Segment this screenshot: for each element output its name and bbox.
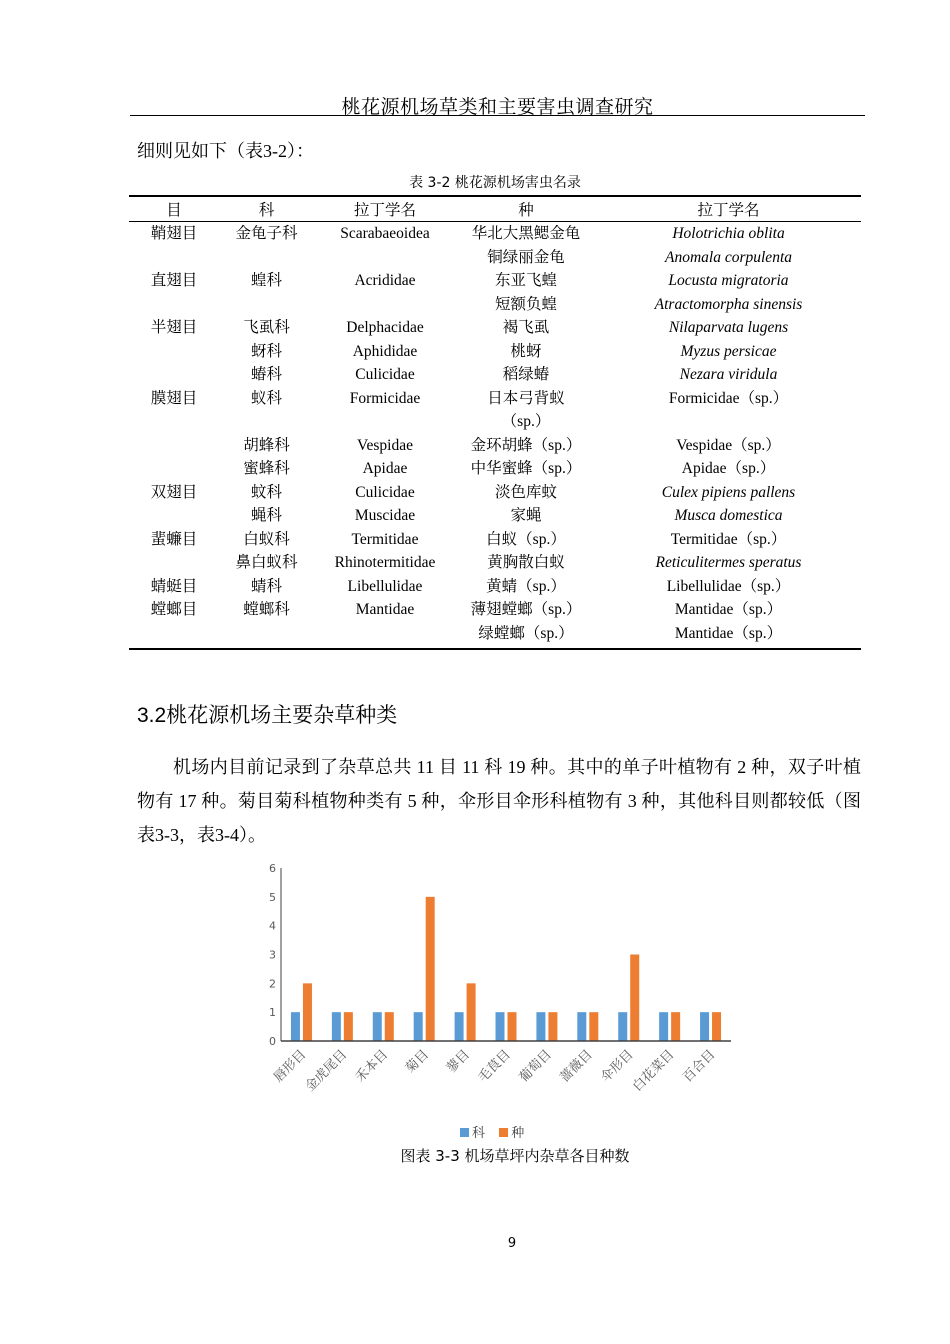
- y-tick-label: 3: [269, 948, 276, 962]
- intro-text: 细则见如下（表3-2）：: [137, 141, 314, 161]
- cell-species: 东亚飞蝗: [494, 272, 557, 289]
- table-row: [129, 364, 861, 388]
- cell-family-latin: Scarabaeoidea: [340, 225, 430, 242]
- cell-family-latin: Aphididae: [352, 342, 418, 360]
- cell-species-latin: Termitidae（sp.）: [670, 530, 787, 548]
- table-row: [129, 411, 861, 435]
- cell-family-latin: Apidae: [362, 460, 408, 477]
- cell-family-latin: [314, 247, 456, 271]
- cell-family: [219, 247, 314, 271]
- chart-legend: [460, 1122, 524, 1141]
- cell-family: [219, 623, 314, 650]
- table-body: [129, 222, 861, 650]
- cell-family: 金龟子科: [235, 225, 298, 242]
- cell-species-latin: Atractomorpha sinensis: [654, 295, 803, 313]
- cell-family: [219, 411, 314, 435]
- paragraph-text: 机场内目前记录到了杂草总共 11 目 11 科 19 种。其中的单子叶植物有 2 种，双子叶植物有 17 种。菊目菊科植物种类有 5 种，伞形目伞形科植物有 3 种，其他科目则都较低（图表3-3，表3-4）。: [137, 757, 861, 845]
- cell-order: [129, 341, 219, 365]
- x-tick-label: 菊目: [403, 1047, 433, 1077]
- x-tick-label: 葡萄目: [516, 1047, 555, 1086]
- cell-species: 淡色库蚊: [494, 483, 557, 501]
- cell-species: 白蚁（sp.）: [486, 530, 566, 548]
- table-row: [129, 247, 861, 271]
- cell-family-latin: [314, 294, 456, 318]
- table-row: [129, 294, 861, 318]
- cell-family-latin: Libellulidae: [347, 577, 423, 595]
- x-tick-label: 白花菜目: [630, 1047, 678, 1095]
- cell-species: 桃蚜: [510, 342, 542, 360]
- cell-order: [129, 435, 219, 459]
- cell-order: 膜翅目: [150, 389, 198, 407]
- bar-species: [344, 1012, 353, 1041]
- cell-family-latin: Acrididae: [354, 272, 416, 289]
- bar-species: [303, 983, 312, 1041]
- cell-species: 薄翅螳螂（sp.）: [470, 601, 582, 618]
- cell-family: 白蚁科: [243, 530, 290, 548]
- cell-species: 日本弓背蚁: [487, 389, 565, 407]
- cell-family-latin: Culicidae: [355, 483, 415, 501]
- cell-species-latin: Anomala corpulenta: [665, 248, 792, 266]
- table-row: [129, 317, 861, 341]
- cell-species: 短额负蝗: [494, 295, 557, 313]
- bar-family: [373, 1012, 382, 1041]
- y-tick-label: 6: [269, 862, 276, 875]
- table-row: [129, 458, 861, 482]
- table-row: [129, 270, 861, 294]
- table-caption: 表 3-2 桃花源机场害虫名录: [409, 175, 581, 191]
- cell-species-latin: Vespidae（sp.）: [676, 436, 781, 454]
- cell-species-latin: Holotrichia oblita: [672, 225, 785, 242]
- cell-order: [129, 364, 219, 388]
- cell-family: 蜻科: [250, 577, 282, 595]
- cell-order: [129, 294, 219, 318]
- cell-species: 铜绿丽金龟: [487, 248, 565, 266]
- running-header-title: 桃花源机场草类和主要害虫调查研究: [341, 97, 654, 118]
- cell-family: 蝇科: [250, 507, 282, 524]
- x-tick-label: 蓼目: [443, 1047, 473, 1077]
- bar-species: [467, 983, 476, 1041]
- bar-family: [291, 1012, 300, 1041]
- cell-family: 蜜蜂科: [243, 460, 290, 477]
- cell-family: 飞虱科: [243, 319, 290, 336]
- cell-order: [129, 411, 219, 435]
- section-title: 3.2桃花源机场主要杂草种类: [137, 704, 398, 727]
- legend-label-family: 科: [472, 1126, 486, 1141]
- cell-order: 直翅目: [150, 272, 198, 289]
- cell-order: 鞘翅目: [150, 225, 198, 242]
- cell-species-latin: Locusta migratoria: [668, 272, 789, 289]
- cell-species: 褐飞虱: [502, 319, 550, 336]
- col-header-species: 种: [456, 196, 596, 222]
- cell-species-latin: Mantidae（sp.）: [674, 601, 783, 618]
- bar-species: [426, 897, 435, 1041]
- cell-family: 螳螂科: [243, 601, 290, 618]
- y-tick-label: 4: [269, 919, 276, 933]
- cell-order: [129, 505, 219, 529]
- y-tick-label: 0: [269, 1035, 276, 1048]
- table-row: [129, 576, 861, 600]
- col-header-family-latin: 拉丁学名: [314, 196, 456, 222]
- table-row: [129, 529, 861, 553]
- bar-species: [630, 955, 639, 1042]
- cell-order: [129, 247, 219, 271]
- table-row: [129, 222, 861, 247]
- figure-caption: 图表 3-3 机场草坪内杂草各目种数: [400, 1147, 630, 1165]
- cell-species: 黄胸散白蚁: [487, 554, 565, 571]
- bar-species: [508, 1012, 517, 1041]
- table-row: [129, 388, 861, 412]
- bar-family: [700, 1012, 709, 1041]
- section-paragraph: [137, 750, 861, 852]
- cell-family: 蝽科: [250, 366, 282, 383]
- cell-species: （sp.）: [501, 413, 551, 430]
- cell-family: 蚊科: [250, 483, 282, 501]
- cell-family-latin: Vespidae: [357, 436, 413, 454]
- cell-species-latin: Libellulidae（sp.）: [666, 577, 791, 595]
- cell-species: 金环胡蜂（sp.）: [470, 436, 582, 454]
- cell-order: [129, 623, 219, 650]
- cell-species-latin: Musca domestica: [674, 507, 783, 524]
- cell-family: 蚁科: [250, 389, 282, 407]
- cell-order: 螳螂目: [150, 601, 198, 618]
- bar-species: [385, 1012, 394, 1041]
- table-row: [129, 482, 861, 506]
- x-tick-label: 毛茛目: [475, 1047, 514, 1086]
- cell-order: [129, 552, 219, 576]
- y-tick-label: 1: [269, 1006, 276, 1020]
- cell-family-latin: Mantidae: [355, 601, 415, 618]
- y-tick-label: 2: [269, 977, 276, 991]
- cell-family-latin: [314, 411, 456, 435]
- table-row: [129, 435, 861, 459]
- bar-family: [659, 1012, 668, 1041]
- bar-species: [548, 1012, 557, 1041]
- cell-family-latin: Muscidae: [354, 507, 416, 524]
- table-header-row: [129, 196, 861, 222]
- col-header-family: 科: [219, 196, 314, 222]
- cell-order: 双翅目: [150, 483, 198, 501]
- bar-species: [671, 1012, 680, 1041]
- page-number: 9: [507, 1236, 517, 1251]
- x-tick-label: 禾本目: [352, 1047, 392, 1086]
- table-row: [129, 623, 861, 650]
- cell-species-latin: Reticulitermes speratus: [655, 554, 802, 571]
- col-header-order: 目: [129, 196, 219, 222]
- table-row: [129, 505, 861, 529]
- cell-family: 蝗科: [250, 272, 282, 289]
- cell-family: 鼻白蚁科: [235, 554, 298, 571]
- table-row: [129, 599, 861, 623]
- cell-family-latin: Termitidae: [351, 530, 419, 548]
- table-row: [129, 341, 861, 365]
- cell-species-latin: Nilaparvata lugens: [668, 319, 789, 336]
- bar-species: [712, 1012, 721, 1041]
- cell-species: 家蝇: [510, 507, 542, 524]
- legend-swatch-species: [499, 1128, 508, 1137]
- table-row: [129, 552, 861, 576]
- cell-species-latin: Mantidae（sp.）: [596, 623, 861, 650]
- legend-swatch-family: [460, 1128, 469, 1137]
- cell-order: 蜚蠊目: [150, 530, 198, 548]
- cell-species-latin: Culex pipiens pallens: [661, 483, 796, 501]
- x-tick-label: 伞形目: [598, 1047, 637, 1086]
- cell-species: 黄蜻（sp.）: [486, 577, 566, 595]
- bar-family: [618, 1012, 627, 1041]
- cell-order: 蜻蜓目: [150, 577, 198, 595]
- bar-species: [589, 1012, 598, 1041]
- bar-family: [455, 1012, 464, 1041]
- cell-species: 华北大黑鳃金龟: [471, 225, 581, 242]
- bar-family: [577, 1012, 586, 1041]
- x-tick-label: 百合目: [680, 1047, 719, 1086]
- header-rule: [130, 115, 865, 116]
- cell-family-latin: [314, 623, 456, 650]
- bar-family: [414, 1012, 423, 1041]
- x-tick-label: 蔷薇目: [557, 1047, 596, 1086]
- pest-table: [129, 195, 861, 650]
- cell-family-latin: Delphacidae: [346, 319, 424, 336]
- bar-family: [536, 1012, 545, 1041]
- cell-family: [219, 294, 314, 318]
- cell-family-latin: Formicidae: [349, 389, 421, 407]
- x-tick-label: 唇形目: [271, 1047, 310, 1086]
- cell-family: 蚜科: [250, 342, 282, 360]
- cell-species: 中华蜜蜂（sp.）: [470, 460, 582, 477]
- cell-family-latin: Rhinotermitidae: [334, 554, 436, 571]
- x-tick-label: 金虎尾目: [302, 1047, 351, 1095]
- cell-species-latin: Apidae（sp.）: [681, 460, 776, 477]
- cell-species-latin: Nezara viridula: [679, 366, 778, 383]
- cell-order: [129, 458, 219, 482]
- weed-bar-chart: [255, 858, 745, 1118]
- cell-species-latin: Myzus persicae: [680, 342, 777, 360]
- col-header-species-latin: 拉丁学名: [596, 196, 861, 222]
- cell-species-latin: [596, 411, 861, 435]
- legend-label-species: 种: [511, 1126, 525, 1141]
- bar-family: [332, 1012, 341, 1041]
- y-tick-label: 5: [269, 890, 276, 904]
- bar-family: [496, 1012, 505, 1041]
- cell-family: 胡蜂科: [243, 436, 290, 454]
- cell-species: 绿螳螂（sp.）: [456, 623, 596, 650]
- cell-family-latin: Culicidae: [355, 366, 415, 383]
- cell-species: 稻绿蝽: [502, 366, 550, 383]
- cell-order: 半翅目: [150, 319, 198, 336]
- cell-species-latin: Formicidae（sp.）: [668, 389, 789, 407]
